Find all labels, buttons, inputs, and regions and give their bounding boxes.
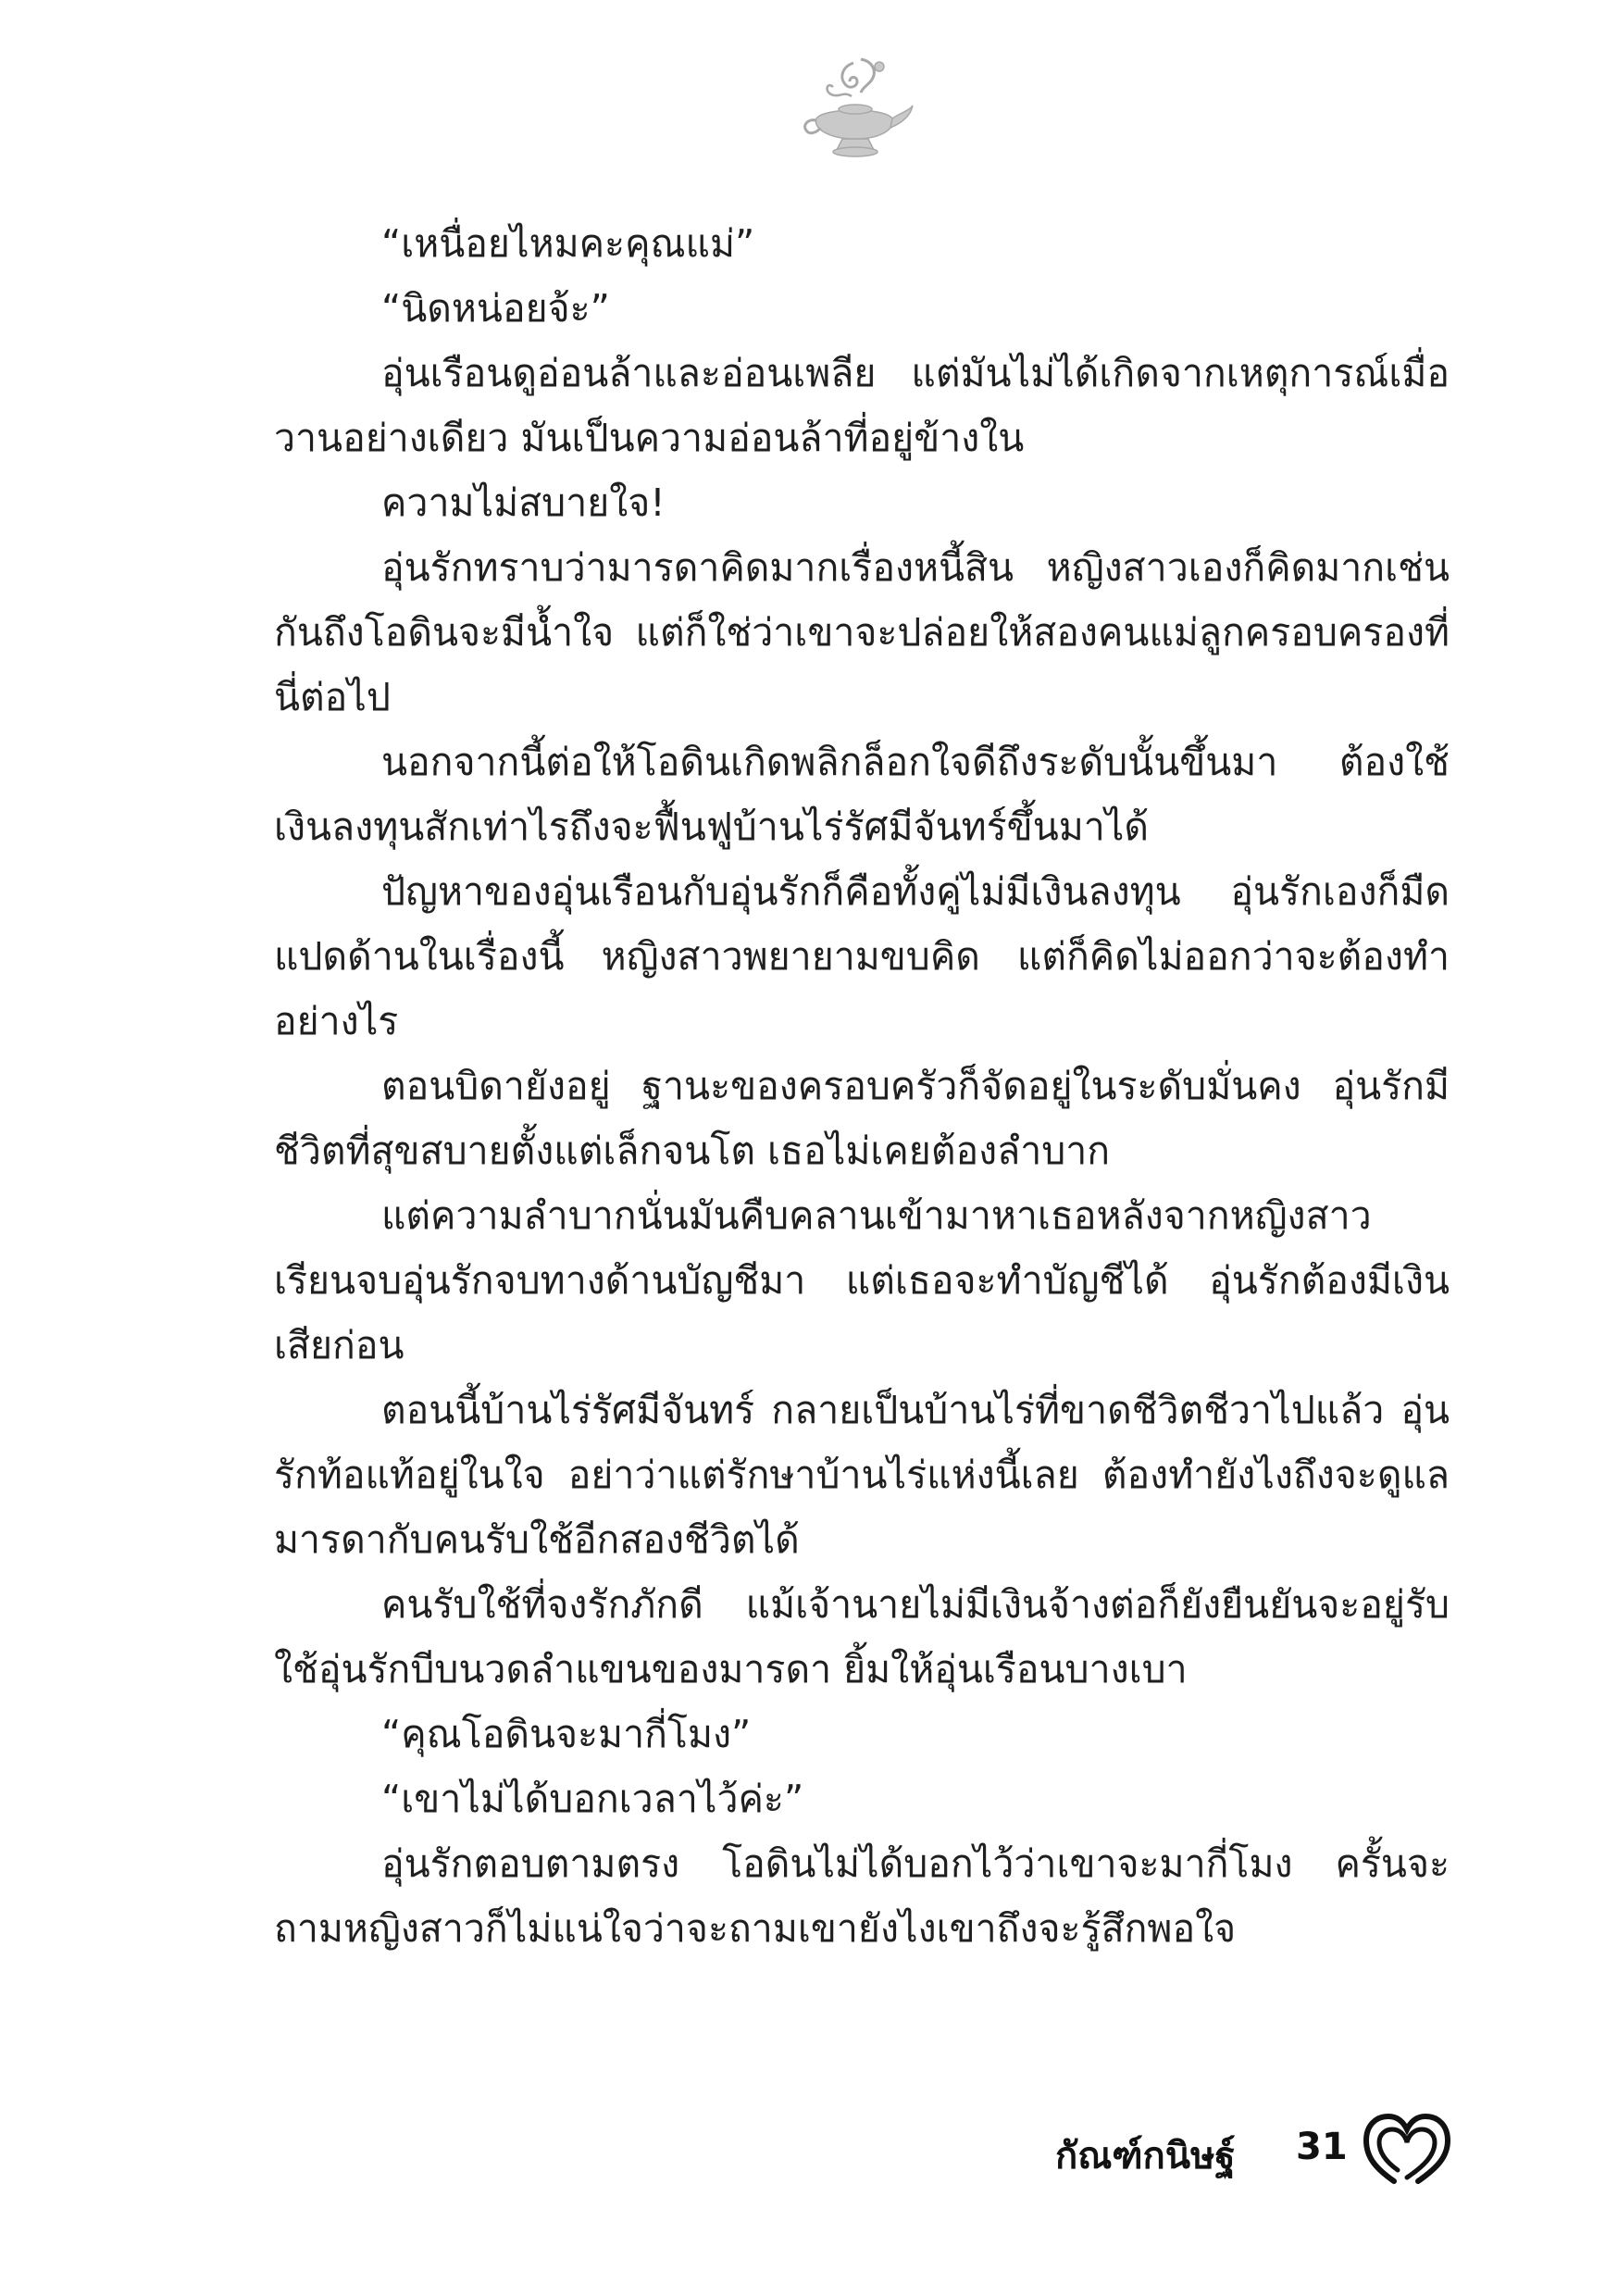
teapot-lamp-ornament-icon — [796, 54, 916, 165]
paragraph: คนรับใช้ที่จงรักภักดี แม้เจ้านายไม่มีเงินจ้างต่อก็ยังยืนยันจะอยู่รับใช้อุ่นรักบีบนวดลำแขนของมารดา ยิ้มให้อุ่นเรือนบางเบา — [274, 1582, 1450, 1691]
paragraph: “คุณโอดินจะมากี่โมง” — [381, 1712, 752, 1756]
page-number: 31 — [1296, 2126, 1348, 2168]
paragraph: “เขาไม่ได้บอกเวลาไว้ค่ะ” — [381, 1777, 804, 1821]
paragraph: “นิดหน่อยจ้ะ” — [381, 286, 610, 331]
paragraph: อุ่นเรือนดูอ่อนล้าและอ่อนเพลีย แต่มันไม่ได้เกิดจากเหตุการณ์เมื่อวานอย่างเดียว มันเป็นความอ่อนล้าที่อยู่ข้างใน — [274, 351, 1450, 460]
paragraph: นอกจากนี้ต่อให้โอดินเกิดพลิกล็อกใจดีถึงระดับนั้นขึ้นมา ต้องใช้เงินลงทุนสักเท่าไรถึงจะฟื้นฟูบ้านไร่รัศมีจันทร์ขึ้นมาได้ — [274, 740, 1450, 849]
paragraph: อุ่นรักตอบตามตรง โอดินไม่ได้บอกไว้ว่าเขาจะมากี่โมง ครั้นจะถามหญิงสาวก็ไม่แน่ใจว่าจะถามเขายังไงเขาถึงจะรู้สึกพอใจ — [274, 1841, 1450, 1951]
paragraph: ความไม่สบายใจ! — [381, 480, 666, 525]
paragraph: ปัญหาของอุ่นเรือนกับอุ่นรักก็คือทั้งคู่ไม่มีเงินลงทุน อุ่นรักเองก็มืดแปดด้านในเรื่องนี้ หญิงสาวพยายามขบคิด แต่ก็คิดไม่ออกว่าจะต้องทำอย่างไร — [274, 869, 1450, 1043]
paragraph: “เหนื่อยไหมคะคุณแม่” — [381, 221, 755, 266]
book-title: กัณฑ์กนิษฐ์ — [1055, 2135, 1236, 2177]
body-text — [274, 211, 1450, 1961]
paragraph: แต่ความลำบากนั่นมันคืบคลานเข้ามาหาเธอหลังจากหญิงสาวเรียนจบอุ่นรักจบทางด้านบัญชีมา แต่เธอจะทำบัญชีได้ อุ่นรักต้องมีเงินเสียก่อน — [274, 1193, 1450, 1367]
paragraph: อุ่นรักทราบว่ามารดาคิดมากเรื่องหนี้สิน หญิงสาวเองก็คิดมากเช่นกันถึงโอดินจะมีน้ำใจ แต่ก็ใช่ว่าเขาจะปล่อยให้สองคนแม่ลูกครอบครองที่นี่ต่อไป — [274, 545, 1450, 719]
page-footer — [1018, 2109, 1481, 2192]
paragraph: ตอนนี้บ้านไร่รัศมีจันทร์ กลายเป็นบ้านไร่ที่ขาดชีวิตชีวาไปแล้ว อุ่นรักท้อแท้อยู่ในใจ อย่าว่าแต่รักษาบ้านไร่แห่งนี้เลย ต้องทำยังไงถึงจะดูแลมารดากับคนรับใช้อีกสองชีวิตได้ — [274, 1388, 1450, 1562]
paragraph: ตอนบิดายังอยู่ ฐานะของครอบครัวก็จัดอยู่ในระดับมั่นคง อุ่นรักมีชีวิตที่สุขสบายตั้งแต่เล็กจนโต เธอไม่เคยต้องลำบาก — [274, 1064, 1450, 1173]
double-heart-icon — [1363, 2109, 1455, 2187]
